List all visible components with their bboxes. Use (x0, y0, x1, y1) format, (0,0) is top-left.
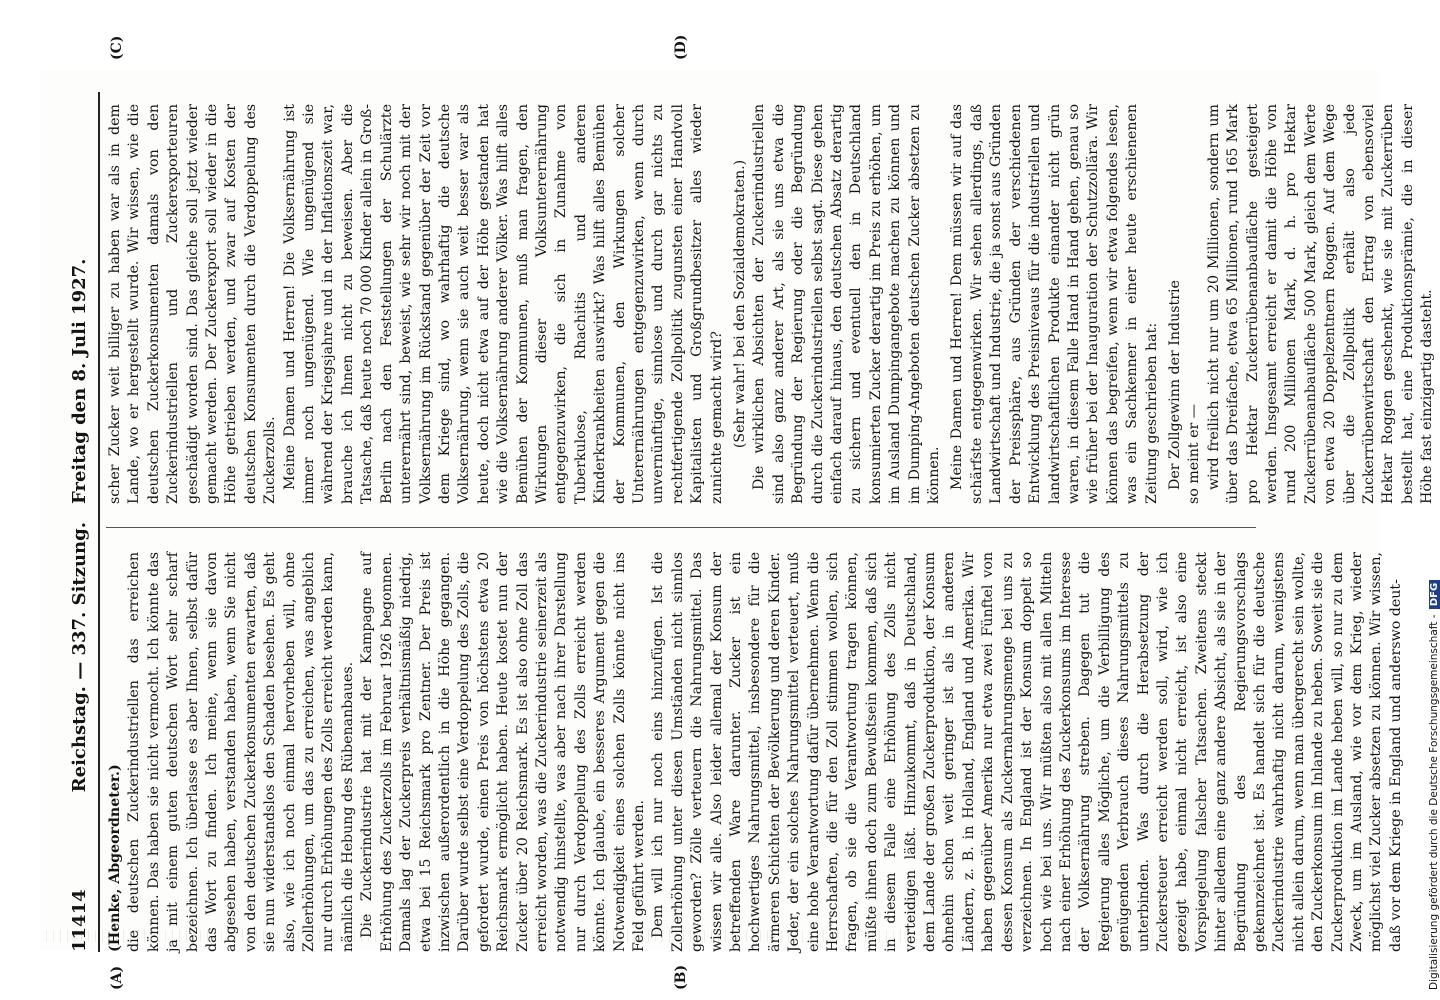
margin-marker-b: (B) (673, 964, 689, 990)
paragraph: die deutschen Zuckerindustriellen das erreichen können. Das haben sie nicht vermocht. Ich könnte das ja mit einem guten deutschen Wort sehr scharf bezeichnen. Ich überlasse es aber Ihnen, selbst dafür das Wort zu finden. Ich meine, wenn sie davon abgesehen haben, verstanden haben, wenn Sie nicht von den deutschen Zuckerkonsumenten erwarten, daß sie nun widerstandslos den Schaden besehen. Es geht also, wie ich noch einmal hervorheben will, ohne Zollerhöhungen, um das zu erreichen, was angeblich nur durch Erhöhungen des Zolls erreicht werden kann, nämlich die Hebung des Rübenanbaues. (126, 552, 356, 952)
paragraph: scher Zucker weit billiger zu haben war als in dem Lande, wo er hergestellt wurde. Wir wissen, wie die deutschen Zuckerkonsumenten damals von den Zuckerindustriellen und Zuckerexporteuren geschädigt worden sind. Das gleiche soll jetzt wieder gemacht werden. Der Zuckerexport soll wieder in die Höhe getrieben werden, und zwar auf Kosten der deutschen Konsumenten durch die Verdoppelung des Zuckerzolls. (107, 104, 279, 504)
dfg-logo: DFG (1429, 580, 1440, 609)
right-column (106, 104, 1436, 504)
margin-marker-a: (A) (109, 965, 125, 990)
scan-noise (46, 930, 1366, 942)
left-column (106, 552, 1404, 952)
paragraph: Meine Damen und Herren! Die Volksernährung ist immer noch ungenügend. Wie ungenügend sie während der Kriegsjahre und in der Inflationszeit war, brauche ich Ihnen nicht zu beweisen. Aber die Tatsache, daß heute noch 70 000 Kinder allein in Groß-Berlin nach den Feststellungen der Schulärzte unterernährt sind, beweist, wie sehr wir noch mit der Volksernährung im Rückstand gegenüber der Zeit vor dem Kriege sind, wo wahrhaftig die deutsche Volksernährung, wenn sie auch weit besser war als heute, doch nicht etwa auf der Höhe gestanden hat wie die Volksernährung anderer Völker. Was hilft alles Bemühen der Kommunen, muß man fragen, den Wirkungen dieser Volksunterernährung entgegenzuwirken, die sich in Zunahme von Tuberkulose, Rhachitis und anderen Kinderkrankheiten auswirkt? Was hilft alles Bemühen der Kommunen, den Wirkungen solcher Unterernährungen entgegenzuwirken, wenn durch unvernünftige, sinnlose und durch gar nichts zu rechtfertigende Zollpolitik zugunsten einer Handvoll Kapitalisten und Großgrundbesitzer alles wieder zunichte gemacht wird? (281, 104, 725, 504)
paragraph: Dem will ich nur noch eins hinzufügen. Ist die Zollerhöhung unter diesen Umständen nicht sinnlos geworden? Zölle verteuern die Nahrungsmittel. Das wissen wir alle. Also leider allemal der Konsum der betreffenden Ware darunter. Zucker ist ein hochwertiges Nahrungsmittel, insbesondere für die ärmeren Schichten der Bevölkerung und deren Kinder. Jeder, der ein solches Nahrungsmittel verteuert, muß eine hohe Verantwortung dafür übernehmen. Wenn die Herrschaften, die für den Zoll stimmen wollen, sich fragen, ob sie die Verantwortung tragen können, müßte ihnen doch zum Bewußtsein kommen, daß sich in diesem Falle eine Erhöhung des Zolls nicht verteidigen läßt. Hinzukommt, daß in Deutschland, dem Lande der großen Zuckerproduktion, der Konsum ohnehin schon weit geringer ist als in anderen Ländern, z. B. in Holland, England und Amerika. Wir haben gegenüber Amerika nur etwa zwei Fünftel von dessen Konsum als Zuckernahrungsmenge bei uns zu verzeichnen. In England ist der Konsum doppelt so hoch wie bei uns. Wir müßten also mit allen Mitteln nach einer Erhöhung des Zuckerkonsums im Interesse der Volksernährung streben. Dagegen tut die Regierung alles Mögliche, um die Verbilligung des genügenden Verbrauch dieses Nahrungsmittels zu unterbinden. Was durch die Herabsetzung der Zuckersteuer erreicht werden soll, wird, wie ich gezeigt habe, einmal nicht erreicht, ist also eine Vorspiegelung falscher Tatsachen. Zweitens steckt hinter alledem eine ganz andere Absicht, als sie in der Begründung des Regierungsvorschlags gekennzeichnet ist. Es handelt sich für die deutsche Zuckerindustrie wahrhaftig nicht darum, wenigstens nicht allein darum, wenn man übergerecht sein wollte, den Zuckerkonsum im Inlande zu heben. Soweit sie die Zuckerproduktion im Lande heben will, so nur zu dem Zweck, um im Ausland, wie vor dem Krieg, wieder möglichst viel Zucker absetzen zu können. Wir wissen, daß vor dem Kriege in England und anderswo deut- (650, 552, 1404, 952)
watermark-text: Digitalisierung gefördert durch die Deutsche Forschungsgemeinschaft - (1428, 614, 1440, 990)
page-number: 11414 (69, 889, 90, 952)
session-date: Freitag den 8. Juli 1927. (69, 258, 90, 504)
dfg-watermark (1428, 0, 1440, 990)
margin-marker-d: (D) (673, 34, 689, 60)
margin-marker-c: (C) (109, 35, 125, 60)
quote-intro: so meint er — (1186, 404, 1203, 504)
paragraph: Meine Damen und Herren! Dem müssen wir auf das schärfste entgegenwirken. Wir sehen allerdings, daß Landwirtschaft und Industrie, die ja sonst aus Gründen der Preissphäre, aus Gründen der verschiedenen Entwicklung des Preisniveaus für die industriellen und landwirtschaftlichen Produkte einander nicht grün waren, in diesem Falle Hand in Hand gehen, genau so wie früher bei der Inauguration der Schutzzollära. Wir können das begreifen, wenn wir etwa folgendes lesen, was ein Sachkenner in einer heute erschienenen Zeitung geschrieben hat: (949, 104, 1160, 504)
interjection: (Sehr wahr! bei den Sozialdemokraten.) (732, 159, 748, 449)
speaker-label: (Henke, Abgeordneter.) (107, 764, 123, 952)
paragraph: Die Zuckerindustrie hat mit der Kampagne auf Erhöhung des Zuckerzolls im Februar 1926 begonnen. Damals lag der Zuckerpreis verhältnismäßig niedrig, etwa bei 15 Reichsmark pro Zentner. Der Preis ist inzwischen außerordentlich in die Höhe gegangen. Darüber wurde selbst eine Verdoppelung des Zolls, die gefordert wurde, einen Preis von höchstens etwa 20 Reichsmark ermöglicht haben. Heute kostet nun der Zucker über 20 Reichsmark. Es ist also ohne Zoll das erreicht worden, was die Zuckerindustrie seinerzeit als notwendig hinstellte, was aber nach ihrer Darstellung nur durch Verdoppelung des Zolls erreicht werden könnte. Ich glaube, ein besseres Argument gegen die Notwendigkeit eines solchen Zolls könnte nicht ins Feld geführt werden. (359, 552, 647, 952)
page-header (70, 92, 96, 952)
quote-text: wird freilich nicht nur um 20 Millionen, sondern um über das Dreifache, etwa 65 Millionen, rund 165 Mark pro Hektar Zuckerrübenanbaufläche gesteigert werden. Insgesamt erreicht er damit die Höhe von rund 200 Millionen Mark, d. h. pro Hektar Zuckerrübenanbaufläche 500 Mark, gleich dem Werte von etwa 20 Doppelzentnern Roggen. Auf dem Wege über die Zollpolitik erhält also jede Zuckerrübenwirtschaft den Ertrag von ebensoviel Hektar Roggen geschenkt, wie sie mit Zuckerrüben bestellt hat, eine Produktionsprämie, die in dieser Höhe fast einzigartig dasteht. (1205, 104, 1436, 504)
quote-heading: Der Zollgewinn der Industrie (1166, 280, 1183, 490)
session-title: Reichstag. — 337. Sitzung. (69, 522, 90, 793)
header-rule (98, 92, 100, 952)
column-divider (106, 527, 1256, 528)
paragraph: Die wirklichen Absichten der Zuckerindustriellen sind also ganz anderer Art, als sie uns etwa die Begründung der Regierung oder die Begründung durch die Zuckerindustriellen selbst sagt. Diese gehen einfach darauf hinaus, den deutschen Absatz derartig zu sichern und eventuell den in Deutschland konsumierten Zucker derartig im Preis zu erhöhen, um im Ausland Dumpingangebote machen zu können und im Dumping-Angeboten deutschen Zucker absetzen zu können. (751, 104, 943, 504)
